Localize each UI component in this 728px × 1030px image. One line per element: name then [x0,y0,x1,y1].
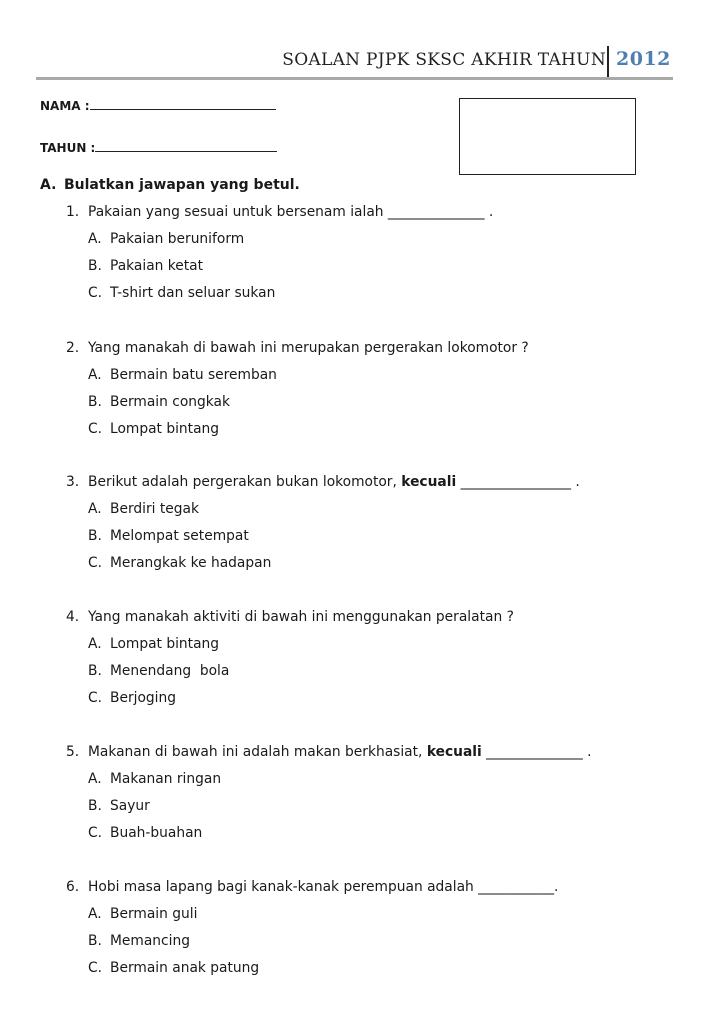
question-number: 2. [66,340,80,356]
option-letter: C. [88,690,103,706]
question-number: 3. [66,474,80,490]
option-text: Lompat bintang [110,636,220,652]
question-text: Yang manakah di bawah ini merupakan pergerakan lokomotor ? [88,340,529,356]
option-text: Menendang bola [110,663,230,679]
option-text: Makanan ringan [110,771,222,787]
answer-option[interactable] [88,421,219,437]
question-1 [66,204,493,220]
section-heading [40,177,300,193]
question-blank: ______________ . [481,744,592,760]
option-text: Bermain congkak [110,394,230,410]
question-6 [66,879,558,895]
question-3 [66,474,580,490]
question-number: 4. [66,609,80,625]
question-text: Hobi masa lapang bagi kanak-kanak perempuan adalah [88,879,479,895]
tahun-label: TAHUN : [40,141,96,155]
question-text: Berikut adalah pergerakan bukan lokomotor, [88,474,402,490]
question-number: 6. [66,879,80,895]
section-label: A. [40,177,57,193]
question-number: 1. [66,204,80,220]
nama-blank[interactable] [90,98,276,110]
answer-option[interactable] [88,258,203,274]
question-blank: ________________ . [456,474,580,490]
option-text: Memancing [110,933,190,949]
answer-option[interactable] [88,771,221,787]
question-5 [66,744,592,760]
page-header [0,0,728,80]
option-letter: C. [88,555,103,571]
option-letter: C. [88,960,103,976]
answer-option[interactable] [88,663,229,679]
header-year: 2012 [616,48,671,70]
option-text: Bermain batu seremban [110,367,277,383]
option-text: Lompat bintang [110,421,220,437]
option-letter: B. [88,394,102,410]
tahun-field [40,140,277,155]
answer-option[interactable] [88,394,230,410]
option-text: T-shirt dan seluar sukan [110,285,276,301]
option-letter: A. [88,771,102,787]
option-letter: A. [88,367,102,383]
option-letter: B. [88,258,102,274]
option-text: Bermain anak patung [110,960,260,976]
option-letter: B. [88,933,102,949]
answer-option[interactable] [88,528,249,544]
question-2 [66,340,529,356]
header-title: SOALAN PJPK SKSC AKHIR TAHUN [282,50,606,70]
tahun-blank[interactable] [95,140,277,152]
option-letter: A. [88,231,102,247]
option-text: Pakaian ketat [110,258,204,274]
answer-option[interactable] [88,690,176,706]
option-text: Bermain guli [110,906,198,922]
option-letter: C. [88,825,103,841]
answer-option[interactable] [88,285,275,301]
marks-box [459,98,636,175]
answer-option[interactable] [88,906,197,922]
question-4 [66,609,514,625]
option-letter: B. [88,798,102,814]
option-text: Sayur [110,798,150,814]
question-blank: ______________ . [387,204,494,220]
question-emphasis: kecuali [401,474,457,490]
option-letter: A. [88,906,102,922]
option-letter: C. [88,285,103,301]
nama-field [40,98,276,113]
option-text: Berjoging [110,690,176,706]
question-blank: ___________. [478,879,559,895]
option-letter: A. [88,636,102,652]
answer-option[interactable] [88,501,199,517]
answer-option[interactable] [88,231,244,247]
option-text: Melompat setempat [110,528,249,544]
option-letter: B. [88,663,102,679]
option-letter: C. [88,421,103,437]
option-text: Berdiri tegak [110,501,199,517]
answer-option[interactable] [88,960,259,976]
answer-option[interactable] [88,933,190,949]
answer-option[interactable] [88,555,271,571]
question-text: Pakaian yang sesuai untuk bersenam ialah [88,204,388,220]
header-rule [36,77,673,80]
question-number: 5. [66,744,80,760]
answer-option[interactable] [88,825,202,841]
answer-option[interactable] [88,367,277,383]
answer-option[interactable] [88,798,150,814]
option-text: Buah-buahan [110,825,203,841]
option-text: Merangkak ke hadapan [110,555,272,571]
nama-label: NAMA : [40,99,90,113]
question-emphasis: kecuali [426,744,482,760]
option-text: Pakaian beruniform [110,231,245,247]
question-text: Makanan di bawah ini adalah makan berkhasiat, [88,744,427,760]
header-divider [607,46,609,78]
option-letter: A. [88,501,102,517]
answer-option[interactable] [88,636,219,652]
option-letter: B. [88,528,102,544]
question-text: Yang manakah aktiviti di bawah ini menggunakan peralatan ? [88,609,514,625]
section-instruction: Bulatkan jawapan yang betul. [64,177,300,193]
